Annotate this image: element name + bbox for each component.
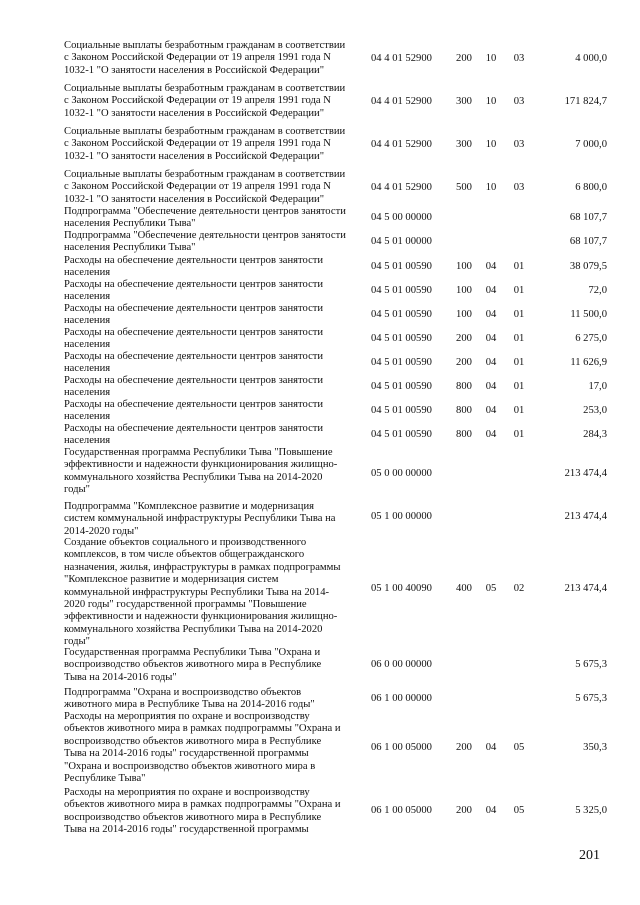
page-number: 201 — [579, 848, 600, 863]
row-description: Расходы на обеспечение деятельности центров занятости населения — [64, 303, 324, 327]
row-amount: 284,3 — [583, 429, 607, 440]
row-description: Расходы на обеспечение деятельности центров занятости населения — [64, 279, 324, 303]
row-description: Подпрограмма "Охрана и воспроизводство объектов животного мира в Республике Тыва на 2014-2016 годы" — [64, 687, 315, 711]
row-description: Социальные выплаты безработным гражданам в соответствии с Законом Российской Федерации от 19 апреля 1991 года N 1032-1 "О занятости населения в Российской Федерации" — [64, 169, 346, 205]
row-amount: 213 474,4 — [564, 511, 607, 522]
row-expense-type: 500 — [456, 182, 472, 193]
row-amount: 213 474,4 — [564, 583, 607, 594]
row-expense-type: 200 — [456, 357, 472, 368]
row-subsection: 01 — [513, 285, 525, 296]
row-code: 04 5 01 00590 — [371, 333, 432, 344]
row-description: Расходы на обеспечение деятельности центров занятости населения — [64, 351, 324, 375]
row-code: 06 0 00 00000 — [371, 659, 432, 670]
row-section: 04 — [485, 261, 497, 272]
row-expense-type: 400 — [456, 583, 472, 594]
row-description: Расходы на мероприятия по охране и воспроизводству объектов животного мира в рамках подпрограммы "Охрана и воспроизводство объектов животного мира в Республике Тыва на 2014-2016 годы" государственной программы — [64, 787, 341, 836]
row-description: Государственная программа Республики Тыва "Охрана и воспроизводство объектов животного мира в Республике Тыва на 2014-2016 годы" — [64, 647, 322, 683]
row-section: 10 — [485, 182, 497, 193]
row-amount: 38 079,5 — [569, 261, 607, 272]
row-expense-type: 100 — [456, 285, 472, 296]
row-subsection: 01 — [513, 333, 525, 344]
row-description: Расходы на обеспечение деятельности центров занятости населения — [64, 255, 324, 279]
row-description: Подпрограмма "Обеспечение деятельности центров занятости населения Республики Тыва" — [64, 230, 346, 254]
row-code: 04 5 00 00000 — [371, 212, 432, 223]
row-expense-type: 100 — [456, 309, 472, 320]
row-subsection: 01 — [513, 261, 525, 272]
row-section: 10 — [485, 96, 497, 107]
row-expense-type: 200 — [456, 742, 472, 753]
row-amount: 253,0 — [583, 405, 607, 416]
row-code: 05 1 00 00000 — [371, 511, 432, 522]
row-amount: 5 325,0 — [575, 805, 607, 816]
row-amount: 350,3 — [583, 742, 607, 753]
row-amount: 4 000,0 — [575, 53, 607, 64]
row-subsection: 03 — [513, 182, 525, 193]
row-amount: 171 824,7 — [564, 96, 607, 107]
row-description: Государственная программа Республики Тыва "Повышение эффективности и надежности функционирования жилищно- коммунального хозяйства Республики Тыва на 2014-2020 годы" — [64, 447, 338, 496]
row-subsection: 01 — [513, 405, 525, 416]
row-description: Социальные выплаты безработным гражданам в соответствии с Законом Российской Федерации от 19 апреля 1991 года N 1032-1 "О занятости населения в Российской Федерации" — [64, 83, 346, 119]
row-section: 04 — [485, 805, 497, 816]
row-code: 04 5 01 00000 — [371, 236, 432, 247]
row-section: 04 — [485, 429, 497, 440]
row-code: 05 0 00 00000 — [371, 468, 432, 479]
row-description: Подпрограмма "Комплексное развитие и модернизация систем коммунальной инфраструктуры Республики Тыва на 2014-2020 годы" — [64, 501, 336, 537]
row-code: 06 1 00 05000 — [371, 805, 432, 816]
row-description: Расходы на обеспечение деятельности центров занятости населения — [64, 399, 324, 423]
row-expense-type: 300 — [456, 96, 472, 107]
row-code: 04 4 01 52900 — [371, 53, 432, 64]
row-expense-type: 300 — [456, 139, 472, 150]
row-code: 04 5 01 00590 — [371, 381, 432, 392]
row-amount: 11 500,0 — [570, 309, 607, 320]
row-subsection: 05 — [513, 742, 525, 753]
row-description: Социальные выплаты безработным гражданам в соответствии с Законом Российской Федерации от 19 апреля 1991 года N 1032-1 "О занятости населения в Российской Федерации" — [64, 40, 346, 76]
row-expense-type: 800 — [456, 381, 472, 392]
row-code: 06 1 00 00000 — [371, 693, 432, 704]
row-amount: 17,0 — [588, 381, 607, 392]
row-code: 06 1 00 05000 — [371, 742, 432, 753]
row-code: 04 5 01 00590 — [371, 261, 432, 272]
row-expense-type: 200 — [456, 333, 472, 344]
row-section: 05 — [485, 583, 497, 594]
row-description: Создание объектов социального и производственного комплексов, в том числе объектов общегражданского назначения, жилья, инфраструктуры в рамках подпрограммы "Комплексное развитие и модернизация систем коммунальной инфраструктуры Республики Тыва на 2014- 2020 годы" государственной программы "Повышение эффективности и надежности функционирования жилищно- коммунального хозяйства Республики Тыва на 2014-2020 годы" — [64, 537, 341, 648]
row-expense-type: 800 — [456, 429, 472, 440]
row-amount: 7 000,0 — [575, 139, 607, 150]
row-subsection: 01 — [513, 309, 525, 320]
row-subsection: 01 — [513, 357, 525, 368]
row-subsection: 01 — [513, 429, 525, 440]
row-section: 10 — [485, 139, 497, 150]
row-subsection: 03 — [513, 53, 525, 64]
row-amount: 11 626,9 — [570, 357, 607, 368]
row-expense-type: 800 — [456, 405, 472, 416]
row-code: 04 5 01 00590 — [371, 357, 432, 368]
row-subsection: 02 — [513, 583, 525, 594]
row-subsection: 01 — [513, 381, 525, 392]
row-section: 04 — [485, 309, 497, 320]
row-amount: 6 800,0 — [575, 182, 607, 193]
row-code: 04 4 01 52900 — [371, 139, 432, 150]
row-amount: 68 107,7 — [569, 236, 607, 247]
row-section: 10 — [485, 53, 497, 64]
row-code: 04 5 01 00590 — [371, 405, 432, 416]
row-section: 04 — [485, 742, 497, 753]
row-description: Социальные выплаты безработным гражданам в соответствии с Законом Российской Федерации от 19 апреля 1991 года N 1032-1 "О занятости населения в Российской Федерации" — [64, 126, 346, 162]
row-description: Расходы на обеспечение деятельности центров занятости населения — [64, 375, 324, 399]
row-description: Расходы на обеспечение деятельности центров занятости населения — [64, 327, 324, 351]
row-expense-type: 200 — [456, 53, 472, 64]
row-amount: 213 474,4 — [564, 468, 607, 479]
row-code: 04 5 01 00590 — [371, 285, 432, 296]
row-description: Расходы на обеспечение деятельности центров занятости населения — [64, 423, 324, 447]
row-amount: 5 675,3 — [575, 659, 607, 670]
row-amount: 6 275,0 — [575, 333, 607, 344]
row-expense-type: 200 — [456, 805, 472, 816]
row-section: 04 — [485, 333, 497, 344]
row-code: 04 4 01 52900 — [371, 182, 432, 193]
row-code: 04 5 01 00590 — [371, 429, 432, 440]
row-code: 05 1 00 40090 — [371, 583, 432, 594]
row-section: 04 — [485, 285, 497, 296]
row-subsection: 03 — [513, 96, 525, 107]
row-description: Расходы на мероприятия по охране и воспроизводству объектов животного мира в рамках подпрограммы "Охрана и воспроизводство объектов животного мира в Республике Тыва на 2014-2016 годы" государственной программы "Охрана и воспроизводство объектов животного мира в Республике Тыва" — [64, 711, 341, 785]
row-description: Подпрограмма "Обеспечение деятельности центров занятости населения Республики Тыва" — [64, 206, 346, 230]
row-subsection: 03 — [513, 139, 525, 150]
row-section: 04 — [485, 381, 497, 392]
row-code: 04 4 01 52900 — [371, 96, 432, 107]
row-amount: 5 675,3 — [575, 693, 607, 704]
row-expense-type: 100 — [456, 261, 472, 272]
row-section: 04 — [485, 357, 497, 368]
row-amount: 72,0 — [588, 285, 607, 296]
row-section: 04 — [485, 405, 497, 416]
row-amount: 68 107,7 — [569, 212, 607, 223]
row-code: 04 5 01 00590 — [371, 309, 432, 320]
row-subsection: 05 — [513, 805, 525, 816]
